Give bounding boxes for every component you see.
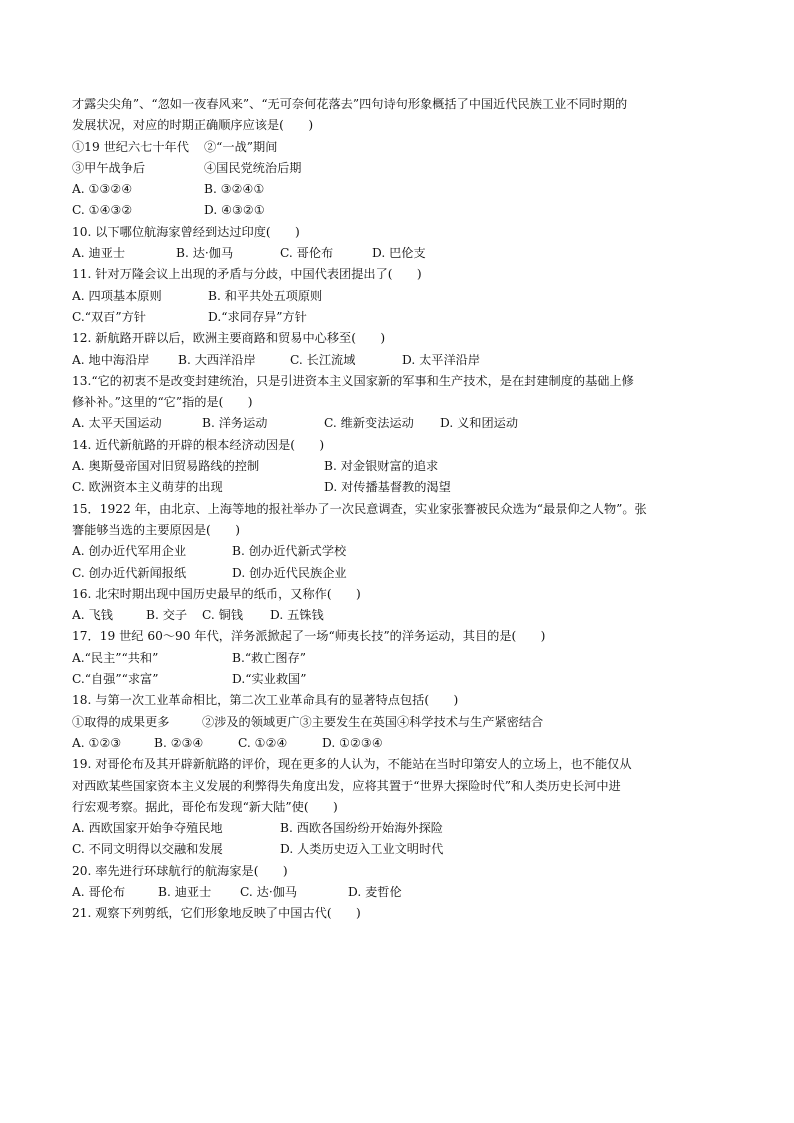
question-stem-line: 13.“它的初衷不是改变封建统治，只是引进资本主义国家新的军事和生产技术，是在封建制度的基础上修 xyxy=(72,373,634,388)
statement-row xyxy=(72,712,724,733)
option-row xyxy=(72,818,724,839)
answer-option[interactable]: B. 迪亚士 xyxy=(158,884,212,899)
answer-option[interactable]: B.“救亡图存” xyxy=(232,650,307,665)
statement-item: ④国民党统治后期 xyxy=(204,160,302,175)
option-row xyxy=(72,413,724,434)
answer-option[interactable]: C.“自强”“求富” xyxy=(72,672,159,687)
question-q15 xyxy=(72,499,724,584)
question-q11 xyxy=(72,264,724,328)
answer-option[interactable]: D. ④③②① xyxy=(204,203,265,218)
answer-option[interactable]: C. 不同文明得以交融和发展 xyxy=(72,842,223,857)
answer-option[interactable]: C.“双百”方针 xyxy=(72,309,146,324)
question-q19 xyxy=(72,754,724,860)
answer-option[interactable]: A. 哥伦布 xyxy=(72,884,126,899)
question-stem-line: 发展状况，对应的时期正确顺序应该是( ) xyxy=(72,118,314,133)
option-row xyxy=(72,200,724,221)
question-q13 xyxy=(72,371,724,435)
statement-item: ①取得的成果更多 xyxy=(72,714,170,729)
answer-option[interactable]: A. 太平天国运动 xyxy=(72,416,162,431)
answer-option[interactable]: C. ①②④ xyxy=(238,735,288,750)
question-q18 xyxy=(72,690,724,754)
statement-item: ①19 世纪六七十年代 xyxy=(72,139,189,154)
option-row xyxy=(72,669,724,690)
question-q10 xyxy=(72,222,724,265)
answer-option[interactable]: C. 哥伦布 xyxy=(280,246,334,261)
question-list xyxy=(72,94,724,925)
answer-option[interactable]: B. 达·伽马 xyxy=(176,246,234,261)
question-stem-line: 謇能够当选的主要原因是( ) xyxy=(72,522,240,537)
question-stem-line: 修补补。”这里的“它”指的是( ) xyxy=(72,395,253,410)
statement-item: ②涉及的领域更广③主要发生在英国④科学技术与生产紧密结合 xyxy=(202,714,544,729)
question-stem-line: 14. 近代新航路的开辟的根本经济动因是( ) xyxy=(72,437,325,452)
option-row xyxy=(72,882,724,903)
option-row xyxy=(72,179,724,200)
answer-option[interactable]: B. ②③④ xyxy=(154,735,204,750)
option-row xyxy=(72,477,724,498)
answer-option[interactable]: C. 欧洲资本主义萌芽的出现 xyxy=(72,480,223,495)
option-row xyxy=(72,286,724,307)
answer-option[interactable]: D. 五铢钱 xyxy=(270,608,324,623)
answer-option[interactable]: A. 迪亚士 xyxy=(72,246,126,261)
question-stem-line: 20. 率先进行环球航行的航海家是( ) xyxy=(72,863,288,878)
question-stem-line: 19. 对哥伦布及其开辟新航路的评价，现在更多的人认为，不能站在当时印第安人的立场上，也不能仅从 xyxy=(72,757,632,772)
question-stem-line: 18. 与第一次工业革命相比，第二次工业革命具有的显著特点包括( ) xyxy=(72,693,459,708)
answer-option[interactable]: A. 奥斯曼帝国对旧贸易路线的控制 xyxy=(72,459,260,474)
option-row xyxy=(72,563,724,584)
answer-option[interactable]: B. 和平共处五项原则 xyxy=(208,288,323,303)
answer-option[interactable]: B. 交子 xyxy=(146,608,188,623)
answer-option[interactable]: A. 飞钱 xyxy=(72,608,113,623)
question-stem-line: 对西欧某些国家资本主义发展的利弊得失角度出发，应将其置于“世界大探险时代”和人类历史长河中进 xyxy=(72,778,621,793)
option-row xyxy=(72,243,724,264)
question-q20 xyxy=(72,861,724,904)
option-row xyxy=(72,648,724,669)
answer-option[interactable]: D. 太平洋沿岸 xyxy=(402,352,481,367)
answer-option[interactable]: D.“实业救国” xyxy=(232,672,307,687)
answer-option[interactable]: A. 西欧国家开始争夺殖民地 xyxy=(72,821,223,836)
question-stem-line: 15．1922 年，由北京、上海等地的报社举办了一次民意调查，实业家张謇被民众选为“最景仰之人物”。张 xyxy=(72,501,647,516)
answer-option[interactable]: D.“求同存异”方针 xyxy=(208,309,307,324)
answer-option[interactable]: C. 维新变法运动 xyxy=(324,416,414,431)
question-stem-line: 16. 北宋时期出现中国历史最早的纸币，又称作( ) xyxy=(72,586,361,601)
answer-option[interactable]: D. 麦哲伦 xyxy=(348,884,402,899)
option-row xyxy=(72,456,724,477)
answer-option[interactable]: A. ①②③ xyxy=(72,735,122,750)
question-q9 xyxy=(72,94,724,222)
answer-option[interactable]: D. 义和团运动 xyxy=(440,416,519,431)
answer-option[interactable]: A. 创办近代军用企业 xyxy=(72,544,187,559)
question-q12 xyxy=(72,328,724,371)
question-q17 xyxy=(72,626,724,690)
option-row xyxy=(72,839,724,860)
answer-option[interactable]: C. ①④③② xyxy=(72,203,133,218)
statement-row xyxy=(72,158,724,179)
question-stem-line: 21. 观察下列剪纸，它们形象地反映了中国古代( ) xyxy=(72,906,361,921)
option-row xyxy=(72,541,724,562)
answer-option[interactable]: B. 对金银财富的追求 xyxy=(324,459,439,474)
answer-option[interactable]: B. 大西洋沿岸 xyxy=(178,352,256,367)
answer-option[interactable]: D. 人类历史迈入工业文明时代 xyxy=(280,842,444,857)
answer-option[interactable]: C. 铜钱 xyxy=(202,608,244,623)
question-stem-line: 17．19 世纪 60～90 年代，洋务派掀起了一场“师夷长技”的洋务运动，其目的是( ) xyxy=(72,629,546,644)
statement-item: ②“一战”期间 xyxy=(204,139,278,154)
answer-option[interactable]: A. 四项基本原则 xyxy=(72,288,162,303)
option-row xyxy=(72,350,724,371)
question-stem-line: 10. 以下哪位航海家曾经到达过印度( ) xyxy=(72,224,300,239)
question-stem-line: 11. 针对万隆会议上出现的矛盾与分歧，中国代表团提出了( ) xyxy=(72,267,422,282)
answer-option[interactable]: A. 地中海沿岸 xyxy=(72,352,150,367)
question-q14 xyxy=(72,435,724,499)
answer-option[interactable]: D. 对传播基督教的渴望 xyxy=(324,480,451,495)
answer-option[interactable]: A. ①③②④ xyxy=(72,182,133,197)
option-row xyxy=(72,605,724,626)
option-row xyxy=(72,307,724,328)
option-row xyxy=(72,733,724,754)
question-stem-line: 行宏观考察。据此，哥伦布发现“新大陆”使( ) xyxy=(72,799,338,814)
answer-option[interactable]: B. ③②④① xyxy=(204,182,265,197)
answer-option[interactable]: B. 洋务运动 xyxy=(202,416,268,431)
statement-row xyxy=(72,137,724,158)
answer-option[interactable]: C. 达·伽马 xyxy=(240,884,298,899)
question-stem-line: 12. 新航路开辟以后，欧洲主要商路和贸易中心移至( ) xyxy=(72,331,386,346)
question-q16 xyxy=(72,584,724,627)
question-stem-line: 才露尖尖角”、“忽如一夜春风来”、“无可奈何花落去”四句诗句形象概括了中国近代民族工业不同时期的 xyxy=(72,97,628,111)
answer-option[interactable]: B. 创办近代新式学校 xyxy=(232,544,347,559)
answer-option[interactable]: C. 长江流域 xyxy=(290,352,356,367)
answer-option[interactable]: B. 西欧各国纷纷开始海外探险 xyxy=(280,821,443,836)
answer-option[interactable]: C. 创办近代新闻报纸 xyxy=(72,565,187,580)
answer-option[interactable]: D. 巴伦支 xyxy=(372,246,426,261)
answer-option[interactable]: D. ①②③④ xyxy=(322,735,383,750)
answer-option[interactable]: D. 创办近代民族企业 xyxy=(232,565,347,580)
statement-item: ③甲午战争后 xyxy=(72,160,146,175)
answer-option[interactable]: A.“民主”“共和” xyxy=(72,650,159,665)
question-q21 xyxy=(72,903,724,924)
